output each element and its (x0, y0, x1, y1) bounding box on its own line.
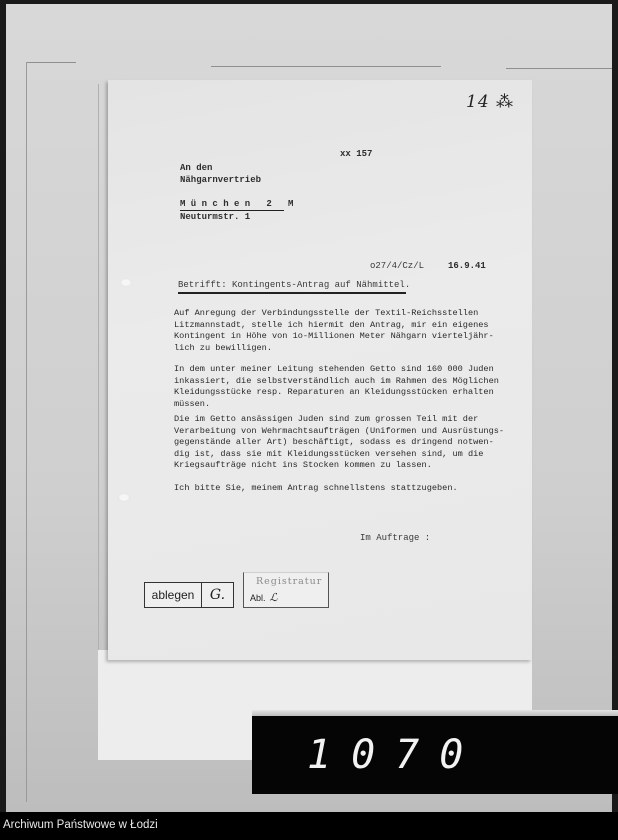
archive-name: Archiwum Państwowe w Łodzi (3, 819, 158, 831)
registratur-stamp (243, 572, 329, 608)
file-reference: o27/4/Cz/L (370, 261, 425, 271)
registratur-mark: ℒ (269, 591, 278, 604)
subject-line: Betrifft: Kontingents-Antrag auf Nähmittel. (178, 280, 411, 290)
frame-counter-display (252, 716, 618, 794)
ablegen-stamp (144, 582, 234, 608)
subject-underline (178, 292, 406, 294)
board-edge-line (26, 62, 27, 802)
paragraph-4 (174, 483, 514, 495)
folio-number: 14 ⁂ (466, 92, 515, 112)
text-line: Kleidungsstücke resp. Reparaturen an Kleidungsstücken erhalten (174, 387, 494, 397)
registratur-abl: Abl. (250, 593, 266, 603)
text-line: Die im Getto ansässigen Juden sind zum grossen Teil mit der (174, 414, 479, 424)
archive-footer (0, 812, 618, 840)
paragraph-2 (174, 364, 514, 410)
reference-number: xx 157 (340, 149, 373, 159)
document-page (108, 80, 532, 660)
text-line: Kontingent in Höhe von 1o-Millionen Meter Nähgarn vierteljähr- (174, 331, 494, 341)
registratur-label: Registratur (256, 576, 323, 587)
paragraph-1 (174, 308, 514, 354)
punch-hole (118, 493, 130, 502)
text-line: In dem unter meiner Leitung stehenden Getto sind 160 000 Juden (174, 364, 494, 374)
text-line: Verarbeitung von Wehrmachtsaufträgen (Uniformen und Ausrüstungs- (174, 425, 505, 436)
recipient-city: M ü n c h e n 2 M (180, 199, 294, 209)
frame-counter-number: 1070 (307, 732, 484, 778)
recipient-street: Neuturmstr. 1 (180, 212, 251, 222)
board-rule-line (211, 66, 441, 67)
text-line: gegenstände aller Art) beschäftigt, sodass es dringend notwen- (174, 437, 494, 447)
punch-hole (120, 278, 132, 287)
board-rule-line (26, 62, 76, 63)
paragraph-3 (174, 414, 514, 472)
recipient-line2: Nähgarnvertrieb (180, 175, 262, 185)
recipient-line1: An den (180, 163, 213, 173)
text-line: Ich bitte Sie, meinem Antrag schnellstens stattzugeben. (174, 483, 458, 493)
text-line: müssen. (174, 398, 211, 409)
text-line: Litzmannstadt, stelle ich hiermit den Antrag, mir ein eigenes (174, 319, 489, 330)
text-line: Kriegsaufträge nicht ins Stocken kommen zu lassen. (174, 460, 432, 470)
ablegen-initial: G. (209, 587, 226, 603)
closing-line: Im Auftrage : (360, 533, 431, 543)
ablegen-label: ablegen (145, 583, 202, 607)
text-line: lich zu bewilligen. (174, 342, 272, 353)
registratur-abl-row (250, 591, 277, 604)
document-date: 16.9.41 (448, 261, 486, 271)
text-line: Auf Anregung der Verbindungsstelle der Textil-Reichsstellen (174, 308, 479, 318)
text-line: inkassiert, die selbstverständlich auch im Rahmen des Möglichen (174, 375, 499, 386)
text-line: dig ist, dass sie mit Kleidungsstücken versehen sind, um die (174, 448, 484, 459)
board-rule-line (506, 68, 612, 69)
